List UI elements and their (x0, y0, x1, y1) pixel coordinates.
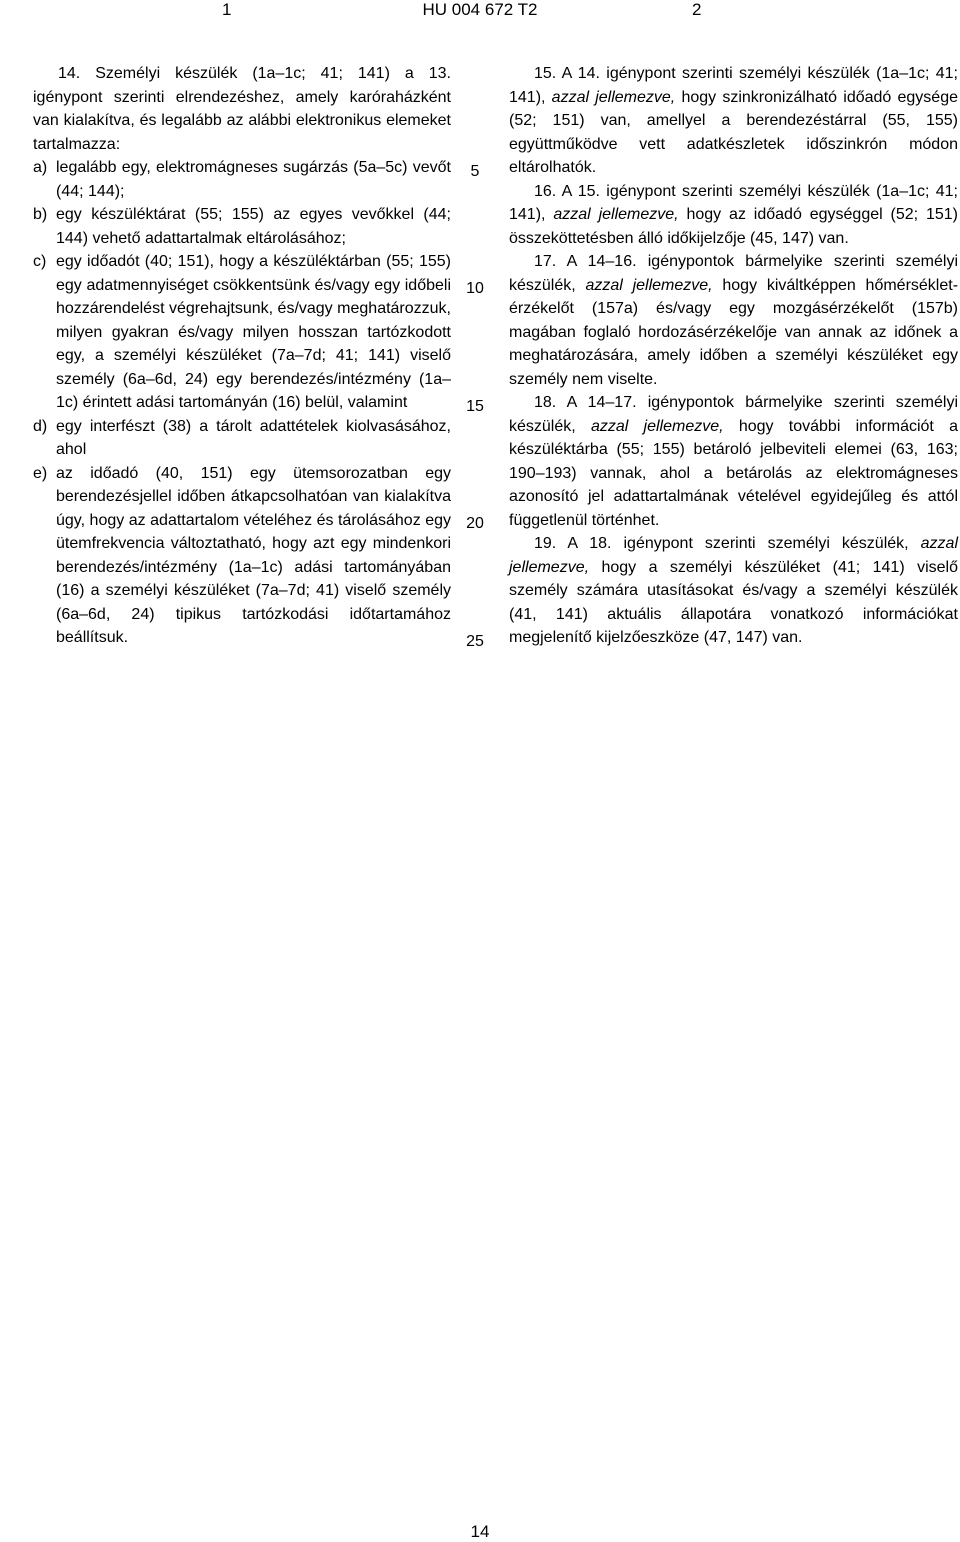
claim-item-a (33, 156, 451, 203)
item-text: egy időadót (40; 151), hogy a készüléktárban (55; 155) egy adatmennyiséget csökkentsünk és/vagy egy időbeli hozzárendelést végrehajtsunk, és/vagy meghatározzuk, milyen gyakran és/vagy milyen hosszan tartózkodott egy, a személyi készüléket (7a–7d; 41; 141) viselő személy (6a–6d, 24) egy berendezés/intézmény (1a–1c) érintett adási tartományán (16) belül, valamint (56, 253, 451, 411)
claim-14-intro: 14. Személyi készülék (1a–1c; 41; 141) a 13. igénypont szerinti elrendezéshez, amely karóraházként van kialakítva, és legalább az alábbi elektronikus elemeket tartalmazza: (33, 65, 451, 153)
claim-item-e (33, 462, 451, 650)
claim-item-d (33, 415, 451, 462)
claim-emphasis: azzal jellemezve, (553, 206, 679, 223)
line-number-5: 5 (470, 163, 480, 180)
right-column (509, 62, 958, 650)
item-text: egy interfészt (38) a tárolt adattételek kiolvasásához, ahol (56, 417, 451, 458)
line-number-20: 20 (466, 515, 484, 532)
item-label: e) (33, 464, 48, 482)
header-right-number: 2 (692, 0, 702, 19)
claim-item-c (33, 250, 451, 415)
claim-15 (509, 62, 958, 180)
item-text: az időadó (40, 151) egy ütemsorozatban egy berendezésjellel időben átkapcsolhatóan van kialakítva úgy, hogy az adattartalom vételéhez és tárolásához egy ütemfrekvencia változtatható, hogy azt egy mindenkori berendezés/intézmény (1a–1c) adási tartományában (16) a személyi készüléket (7a–7d; 41) viselő személy (6a–6d, 24) tipikus tartózkodási időtartamához beállítsuk. (56, 464, 451, 646)
claim-emphasis: azzal jellemezve, (585, 276, 713, 294)
claim-text: 18. A 14–17. igénypontok bármelyike szerinti személyi készülék, (509, 394, 958, 435)
item-label: c) (33, 253, 47, 270)
item-label: b) (33, 206, 48, 223)
claim-text: hogy további információt a készüléktárba (55; 155) betároló jelbeviteli elemei (63, 163; 190–193) vannak, ahol a betárolás az elektromágneses azonosító jel adattartalmának vételével egyidejűleg és attól függetlenül történhet. (509, 417, 959, 529)
claim-19 (509, 532, 958, 650)
left-column (33, 62, 451, 650)
item-label: a) (33, 159, 48, 176)
item-text: legalább egy, elektromágneses sugárzás (5a–5c) vevőt (44; 144); (56, 159, 451, 200)
line-number-25: 25 (466, 633, 484, 650)
claim-text: hogy az időadó egységgel (52; 151) összeköttetésben álló időkijelzője (45, 147) van. (509, 206, 959, 247)
page-number: 14 (470, 1522, 490, 1541)
claim-18 (509, 391, 958, 532)
claim-text: 16. A 15. igénypont szerinti személyi készülék (1a–1c; 41; 141), (509, 182, 958, 223)
line-number-10: 10 (466, 280, 484, 297)
item-label: d) (33, 417, 48, 435)
claim-text: 17. A 14–16. igénypontok bármelyike szerinti személyi készülék, (509, 253, 958, 294)
claim-text: hogy a személyi készüléket (41; 141) viselő személy számára utasításokat és/vagy a személyi készülék (41, 141) aktuális állapotára vonatkozó információkat megjelenítő kijelzőeszköze (47, 147) van. (509, 558, 958, 646)
claim-emphasis: azzal jellemezve, (509, 535, 958, 576)
claim-text: 19. A 18. igénypont szerinti személyi készülék, (534, 535, 921, 552)
claim-16 (509, 180, 958, 251)
header-left-number: 1 (222, 0, 232, 19)
document-id: HU 004 672 T2 (422, 0, 538, 19)
claim-text: hogy szinkronizálható időadó egysége (52; 151) van, amellyel a berendezéstárral (55, 155) együttműködve vett adatkészletek időszinkrón módon eltárolhatók. (509, 88, 958, 176)
line-number-15: 15 (466, 398, 484, 415)
item-text: egy készüléktárat (55; 155) az egyes vevőkkel (44; 144) vehető adattartalmak eltárolásához; (56, 206, 451, 247)
claim-17 (509, 250, 958, 391)
claim-text: hogy kiváltképpen hőmérséklet-érzékelőt (157a) és/vagy egy mozgásérzékelőt (157b) magában foglaló hordozásérzékelője van annak az időnek a meghatározására, amely időben a személyi készüléket egy személy nem viselte. (509, 276, 959, 388)
claim-text: 15. A 14. igénypont szerinti személyi készülék (1a–1c; 41; 141), (509, 65, 958, 106)
claim-item-b (33, 203, 451, 250)
claim-emphasis: azzal jellemezve, (551, 88, 676, 106)
claim-emphasis: azzal jellemezve, (590, 417, 724, 435)
